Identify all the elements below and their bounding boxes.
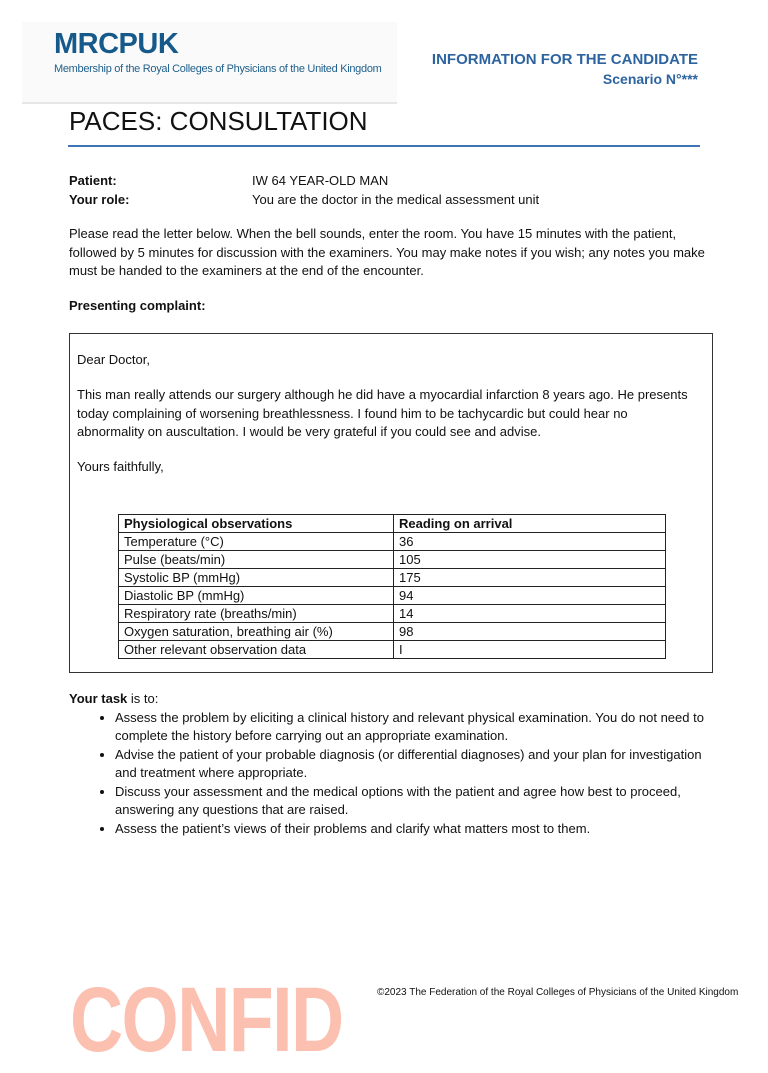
patient-value: IW 64 YEAR-OLD MAN (252, 173, 389, 188)
table-row (119, 605, 666, 623)
title-divider (68, 145, 700, 147)
list-item: • Discuss your assessment and the medical options with the patient and agree how best to proceed, answering any questions that are raised. (115, 783, 709, 820)
info-heading: INFORMATION FOR THE CANDIDATE (431, 51, 698, 68)
task-section (69, 690, 709, 838)
table-row (119, 551, 666, 569)
header-info (432, 51, 698, 87)
role-label: Your role: (69, 191, 130, 207)
patient-info (69, 172, 709, 209)
instructions: Please read the letter below. When the bell sounds, enter the room. You have 15 minutes with the patient, followed by 5 minutes for discussion with the examiners. You may make notes if you wish; any notes you make must be handed to the examiners at the end of the encounter. (69, 226, 705, 278)
logo-title: MRCPUK (54, 28, 179, 60)
observation-name: Systolic BP (mmHg) (119, 569, 394, 587)
patient-label: Patient: (69, 173, 117, 188)
column-header: Reading on arrival (394, 515, 666, 533)
confidential-watermark: CONFID (70, 969, 343, 1071)
observation-value: 98 (394, 623, 666, 641)
observations-table (118, 514, 666, 659)
list-item: • Assess the problem by eliciting a clinical history and relevant physical examination. You do not need to complete the history before carrying out an appropriate examination. (115, 709, 709, 746)
table-row (119, 569, 666, 587)
letter-greeting: Dear Doctor, (77, 352, 150, 367)
mrcpuk-logo (22, 22, 397, 104)
letter-body: This man really attends our surgery although he did have a myocardial infarction 8 years ago. He presents today complaining of worsening breathlessness. I found him to be tachycardic but could hear no abnormality on auscultation. I would be very grateful if you could see and advise. (77, 387, 688, 439)
task-list (69, 709, 709, 839)
table-row (119, 623, 666, 641)
logo-subtitle: Membership of the Royal Colleges of Physicians of the United Kingdom (54, 63, 382, 75)
observation-value: I (394, 641, 666, 659)
column-header: Physiological observations (119, 515, 394, 533)
observation-value: 105 (394, 551, 666, 569)
observation-name: Diastolic BP (mmHg) (119, 587, 394, 605)
table-header-row (119, 515, 666, 533)
list-item: • Advise the patient of your probable diagnosis (or differential diagnoses) and your plan for investigation and treatment where appropriate. (115, 746, 709, 783)
table-row (119, 533, 666, 551)
scenario-number: Scenario N°*** (602, 71, 698, 87)
list-item: • Assess the patient’s views of their problems and clarify what matters most to them. (115, 820, 709, 839)
presenting-complaint-label: Presenting complaint: (69, 298, 206, 313)
task-label-rest: is to: (127, 691, 159, 706)
role-value: You are the doctor in the medical assessment unit (252, 191, 540, 207)
observation-name: Respiratory rate (breaths/min) (119, 605, 394, 623)
observation-value: 14 (394, 605, 666, 623)
observation-name: Oxygen saturation, breathing air (%) (119, 623, 394, 641)
task-label: Your task (69, 691, 128, 706)
copyright-footer: ©2023 The Federation of the Royal Colleges of Physicians of the United Kingdom (377, 987, 739, 998)
referral-letter (69, 333, 713, 673)
observation-value: 36 (394, 533, 666, 551)
table-row (119, 587, 666, 605)
table-row (119, 641, 666, 659)
observation-name: Pulse (beats/min) (119, 551, 394, 569)
observation-value: 175 (394, 569, 666, 587)
letter-closing: Yours faithfully, (77, 459, 164, 474)
observation-value: 94 (394, 587, 666, 605)
observation-name: Temperature (°C) (119, 533, 394, 551)
page-title: PACES: CONSULTATION (69, 106, 368, 136)
observation-name: Other relevant observation data (119, 641, 394, 659)
